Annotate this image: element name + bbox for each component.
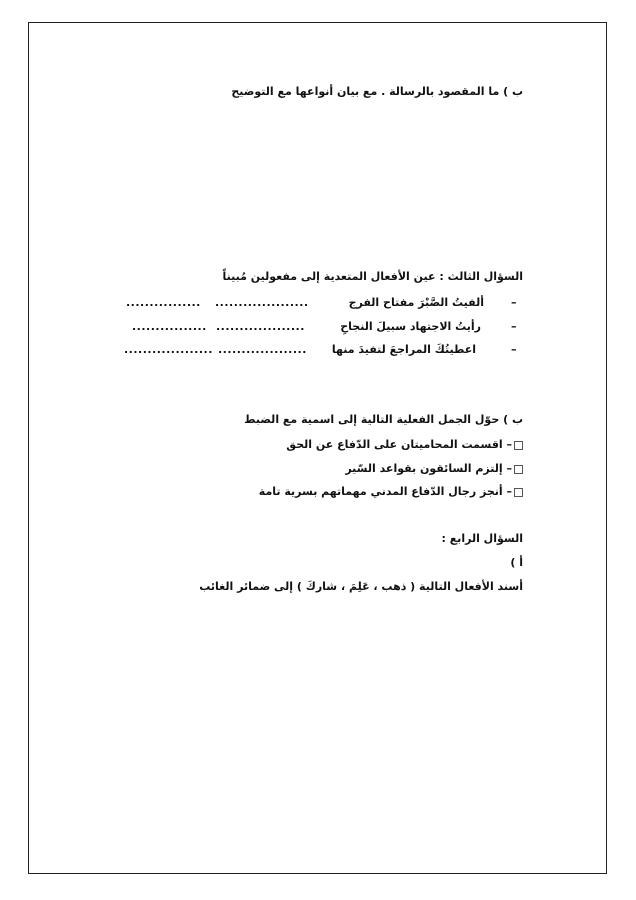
answer-blank: ................... [218, 343, 307, 356]
checkbox-icon [514, 465, 523, 474]
q3b-item-3: – أنجز رجال الدّفاع المدني مهماتهم بسرية تامة [259, 485, 523, 499]
question-4-instruction: أسند الأفعال التالية ( ذهب ، عَلِمَ ، شاركَ ) إلى ضمائر الغائب [199, 580, 523, 593]
q3b-item-1: – اقسمت المحاميتان على الدّفاع عن الحق [286, 438, 523, 452]
answer-blank: ................... [216, 320, 305, 333]
question-3b-title: ب ) حوّل الجمل الفعلية التالية إلى اسمية مع الضبط [244, 413, 523, 426]
q3-item-2: رأيتُ الاجتهاد سبيلَ النجاحِ [340, 320, 481, 333]
answer-blank: ................... [124, 343, 213, 356]
question-3-title: السؤال الثالث : عين الأفعال المتعدية إلى مفعولين مُبيناً [222, 270, 523, 283]
question-2b: ب ) ما المقصود بالرسالة . مع بيان أنواعها مع التوضيح [231, 85, 523, 98]
q3-item-3: اعطيتُكَ المراجعَ لتفيدَ منها [331, 343, 476, 356]
answer-blank: .................... [215, 296, 309, 309]
checkbox-icon [514, 488, 523, 497]
q3-item-1: ألفيتُ الصَّبْرَ مفتاح الفرج [348, 296, 484, 309]
item-dash: – [511, 296, 517, 309]
question-4a: أ ) [510, 556, 523, 569]
q3b-item-2: – إلتزم السائقون بقواعد السّير [345, 462, 523, 476]
item-dash: – [511, 320, 517, 333]
answer-blank: ................ [126, 296, 201, 309]
question-4-title: السؤال الرابع : [441, 532, 523, 545]
item-dash: – [511, 343, 517, 356]
answer-blank: ................ [132, 320, 207, 333]
checkbox-icon [514, 441, 523, 450]
